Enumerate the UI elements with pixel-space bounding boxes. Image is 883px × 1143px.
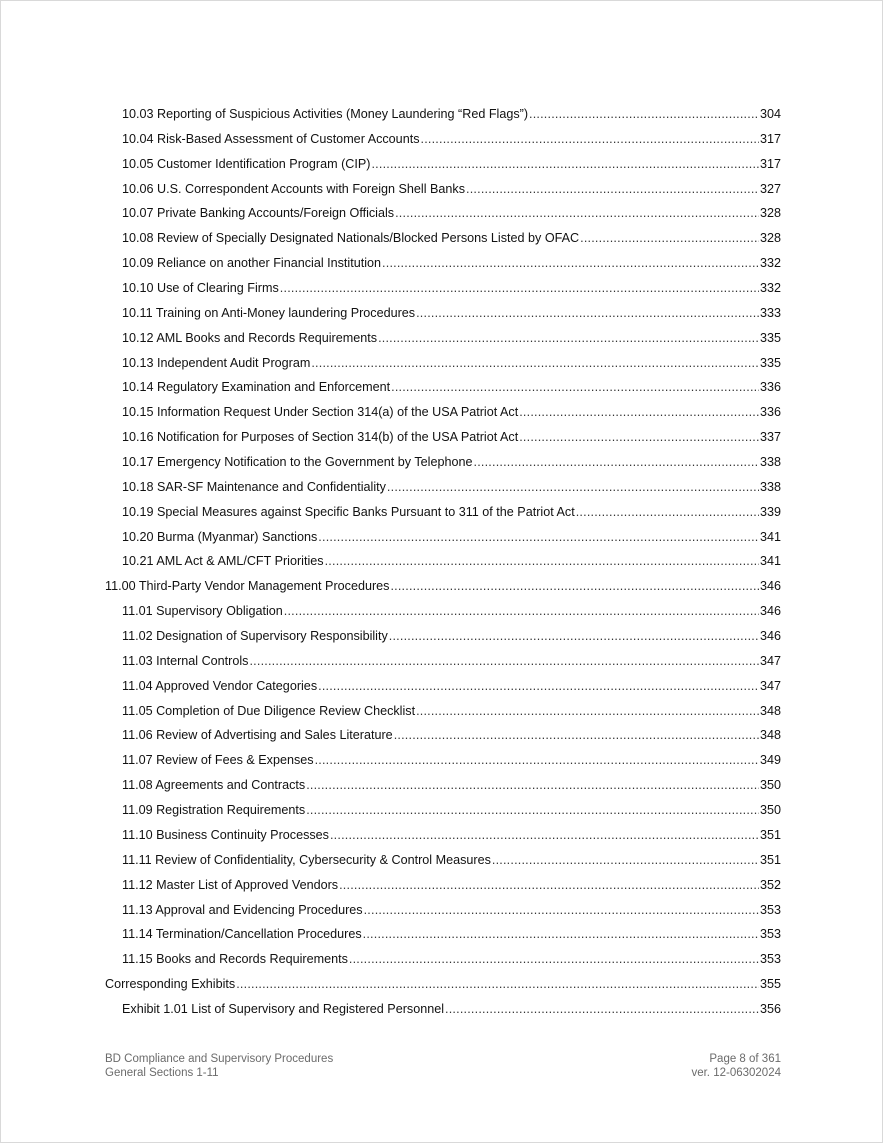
table-of-contents	[105, 102, 781, 1022]
toc-subsection-entry[interactable]	[105, 748, 781, 773]
toc-entry-page-number: 339	[759, 504, 781, 519]
toc-entry-page-number: 346	[759, 629, 781, 644]
toc-entry-page-number: 328	[759, 231, 781, 246]
toc-entry-page-number: 337	[759, 430, 781, 445]
toc-entry-title: 10.08 Review of Specially Designated Nationals/Blocked Persons Listed by OFAC	[122, 231, 580, 246]
toc-subsection-entry[interactable]	[105, 375, 781, 400]
toc-dot-leader	[364, 898, 759, 923]
toc-entry-title: 10.13 Independent Audit Program	[122, 355, 311, 370]
toc-subsection-entry[interactable]	[105, 301, 781, 326]
toc-entry-title: 10.14 Regulatory Examination and Enforcement	[122, 380, 391, 395]
toc-subsection-entry[interactable]	[105, 251, 781, 276]
toc-entry-title: 10.20 Burma (Myanmar) Sanctions	[122, 529, 318, 544]
toc-dot-leader	[387, 475, 759, 500]
document-title: BD Compliance and Supervisory Procedures	[105, 1053, 334, 1065]
toc-entry-title: 11.14 Termination/Cancellation Procedures	[122, 927, 362, 942]
toc-subsection-entry[interactable]	[105, 773, 781, 798]
toc-entry-title: 10.15 Information Request Under Section 314(a) of the USA Patriot Act	[122, 405, 519, 420]
toc-subsection-entry[interactable]	[105, 624, 781, 649]
toc-entry-page-number: 346	[759, 579, 781, 594]
toc-dot-leader	[306, 798, 759, 823]
toc-subsection-entry[interactable]	[105, 723, 781, 748]
toc-entry-page-number: 350	[759, 778, 781, 793]
toc-subsection-entry[interactable]	[105, 425, 781, 450]
toc-dot-leader	[306, 773, 759, 798]
toc-dot-leader	[466, 177, 759, 202]
toc-dot-leader	[529, 102, 759, 127]
toc-entry-page-number: 349	[759, 753, 781, 768]
toc-entry-title: 10.16 Notification for Purposes of Section 314(b) of the USA Patriot Act	[122, 430, 519, 445]
toc-dot-leader	[445, 997, 759, 1022]
toc-dot-leader	[519, 425, 759, 450]
toc-entry-title: Exhibit 1.01 List of Supervisory and Registered Personnel	[122, 1001, 445, 1016]
toc-subsection-entry[interactable]	[105, 823, 781, 848]
toc-entry-page-number: 347	[759, 678, 781, 693]
toc-dot-leader	[395, 201, 759, 226]
toc-subsection-entry[interactable]	[105, 549, 781, 574]
toc-entry-title: 10.19 Special Measures against Specific Banks Pursuant to 311 of the Patriot Act	[122, 504, 575, 519]
toc-entry-page-number: 351	[759, 827, 781, 842]
toc-entry-page-number: 355	[759, 977, 781, 992]
toc-entry-title: 11.04 Approved Vendor Categories	[122, 678, 318, 693]
toc-entry-page-number: 353	[759, 927, 781, 942]
toc-entry-page-number: 328	[759, 206, 781, 221]
toc-entry-title: 10.18 SAR-SF Maintenance and Confidentiality	[122, 479, 386, 494]
toc-entry-page-number: 327	[759, 181, 781, 196]
toc-entry-title: 10.11 Training on Anti-Money laundering Procedures	[122, 305, 416, 320]
toc-entry-page-number: 336	[759, 405, 781, 420]
toc-entry-page-number: 353	[759, 952, 781, 967]
toc-entry-title: 11.06 Review of Advertising and Sales Literature	[122, 728, 393, 743]
toc-entry-title: 10.10 Use of Clearing Firms	[122, 281, 279, 296]
toc-dot-leader	[416, 301, 759, 326]
toc-dot-leader	[280, 276, 759, 301]
toc-dot-leader	[389, 624, 759, 649]
toc-entry-page-number: 350	[759, 803, 781, 818]
toc-entry-page-number: 332	[759, 256, 781, 271]
toc-entry-title: 11.05 Completion of Due Diligence Review Checklist	[122, 703, 416, 718]
toc-entry-page-number: 351	[759, 852, 781, 867]
toc-entry-page-number: 317	[759, 156, 781, 171]
toc-entry-page-number: 341	[759, 554, 781, 569]
toc-entry-page-number: 353	[759, 902, 781, 917]
toc-subsection-entry[interactable]	[105, 599, 781, 624]
toc-dot-leader	[421, 127, 759, 152]
document-version: ver. 12-06302024	[691, 1067, 781, 1079]
footer-right	[691, 1052, 781, 1080]
toc-subsection-entry[interactable]	[105, 400, 781, 425]
toc-entry-page-number: 338	[759, 455, 781, 470]
toc-entry-title: 11.13 Approval and Evidencing Procedures	[122, 902, 363, 917]
toc-entry-title: 11.10 Business Continuity Processes	[122, 827, 329, 842]
toc-entry-title: 10.03 Reporting of Suspicious Activities (Money Laundering “Red Flags”)	[122, 107, 529, 121]
toc-subsection-entry[interactable]	[105, 873, 781, 898]
toc-dot-leader	[318, 525, 759, 550]
toc-entry-title: 10.12 AML Books and Records Requirements	[122, 330, 378, 345]
toc-subsection-entry[interactable]	[105, 922, 781, 947]
toc-dot-leader	[284, 599, 759, 624]
toc-subsection-entry[interactable]	[105, 450, 781, 475]
toc-dot-leader	[416, 699, 759, 724]
toc-subsection-entry[interactable]	[105, 276, 781, 301]
toc-entry-page-number: 332	[759, 281, 781, 296]
toc-entry-title: 10.21 AML Act & AML/CFT Priorities	[122, 554, 324, 569]
toc-entry-page-number: 335	[759, 355, 781, 370]
toc-entry-title: 11.00 Third-Party Vendor Management Procedures	[105, 579, 390, 594]
toc-entry-page-number: 356	[759, 1001, 781, 1016]
toc-entry-page-number: 336	[759, 380, 781, 395]
toc-entry-page-number: 335	[759, 330, 781, 345]
toc-dot-leader	[363, 922, 759, 947]
toc-subsection-entry[interactable]	[105, 649, 781, 674]
toc-subsection-entry[interactable]	[105, 127, 781, 152]
toc-dot-leader	[318, 674, 759, 699]
toc-entry-title: 10.09 Reliance on another Financial Institution	[122, 256, 382, 271]
toc-subsection-entry[interactable]	[105, 500, 781, 525]
toc-entry-page-number: 347	[759, 653, 781, 668]
toc-dot-leader	[580, 226, 759, 251]
toc-subsection-entry[interactable]	[105, 848, 781, 873]
toc-entry-page-number: 348	[759, 728, 781, 743]
toc-entry-page-number: 338	[759, 479, 781, 494]
toc-dot-leader	[236, 972, 759, 997]
toc-dot-leader	[315, 748, 759, 773]
toc-subsection-entry[interactable]	[105, 177, 781, 202]
toc-entry-title: 11.12 Master List of Approved Vendors	[122, 877, 339, 892]
toc-entry-page-number: 346	[759, 604, 781, 619]
toc-section-entry[interactable]	[105, 972, 781, 997]
toc-entry-title: 10.07 Private Banking Accounts/Foreign Officials	[122, 206, 395, 221]
toc-dot-leader	[378, 326, 759, 351]
toc-entry-title: 11.15 Books and Records Requirements	[122, 952, 348, 967]
toc-entry-page-number: 304	[759, 107, 781, 121]
toc-dot-leader	[311, 351, 759, 376]
toc-dot-leader	[330, 823, 759, 848]
footer-left	[105, 1052, 333, 1080]
toc-dot-leader	[492, 848, 759, 873]
toc-subsection-entry[interactable]	[105, 226, 781, 251]
toc-entry-title: Corresponding Exhibits	[105, 977, 236, 992]
toc-subsection-entry[interactable]	[105, 674, 781, 699]
toc-dot-leader	[391, 375, 759, 400]
toc-subsection-entry[interactable]	[105, 351, 781, 376]
toc-entry-title: 11.02 Designation of Supervisory Responsibility	[122, 629, 388, 644]
toc-dot-leader	[382, 251, 759, 276]
toc-entry-title: 11.08 Agreements and Contracts	[122, 778, 306, 793]
toc-entry-title: 11.07 Review of Fees & Expenses	[122, 753, 314, 768]
toc-subsection-entry[interactable]	[105, 326, 781, 351]
toc-entry-page-number: 333	[759, 305, 781, 320]
toc-subsection-entry[interactable]	[105, 798, 781, 823]
toc-subsection-entry[interactable]	[105, 898, 781, 923]
toc-dot-leader	[394, 723, 759, 748]
toc-entry-title: 10.04 Risk-Based Assessment of Customer Accounts	[122, 131, 420, 146]
toc-subsection-entry[interactable]	[105, 947, 781, 972]
toc-dot-leader	[371, 152, 759, 177]
toc-subsection-entry[interactable]	[105, 201, 781, 226]
toc-subsection-entry[interactable]	[105, 102, 781, 127]
toc-entry-title: 10.17 Emergency Notification to the Government by Telephone	[122, 455, 473, 470]
toc-entry-page-number: 341	[759, 529, 781, 544]
toc-entry-title: 11.01 Supervisory Obligation	[122, 604, 283, 619]
toc-dot-leader	[474, 450, 759, 475]
toc-subsection-entry[interactable]	[105, 699, 781, 724]
toc-subsection-entry[interactable]	[105, 525, 781, 550]
toc-dot-leader	[390, 574, 759, 599]
toc-entry-page-number: 348	[759, 703, 781, 718]
toc-entry-title: 10.06 U.S. Correspondent Accounts with Foreign Shell Banks	[122, 181, 466, 196]
toc-entry-page-number: 352	[759, 877, 781, 892]
toc-dot-leader	[325, 549, 759, 574]
toc-entry-page-number: 317	[759, 131, 781, 146]
page-number: Page 8 of 361	[709, 1053, 781, 1065]
toc-dot-leader	[519, 400, 759, 425]
toc-section-entry[interactable]	[105, 574, 781, 599]
toc-subsection-entry[interactable]	[105, 152, 781, 177]
toc-subsection-entry[interactable]	[105, 475, 781, 500]
toc-dot-leader	[576, 500, 759, 525]
toc-dot-leader	[339, 873, 759, 898]
document-section-range: General Sections 1-11	[105, 1067, 219, 1079]
toc-entry-title: 11.11 Review of Confidentiality, Cybersecurity & Control Measures	[122, 852, 491, 867]
toc-dot-leader	[249, 649, 759, 674]
toc-entry-title: 11.03 Internal Controls	[122, 653, 249, 668]
toc-entry-title: 11.09 Registration Requirements	[122, 803, 306, 818]
toc-subsection-entry[interactable]	[105, 997, 781, 1022]
toc-entry-title: 10.05 Customer Identification Program (CIP)	[122, 156, 371, 171]
toc-dot-leader	[349, 947, 759, 972]
